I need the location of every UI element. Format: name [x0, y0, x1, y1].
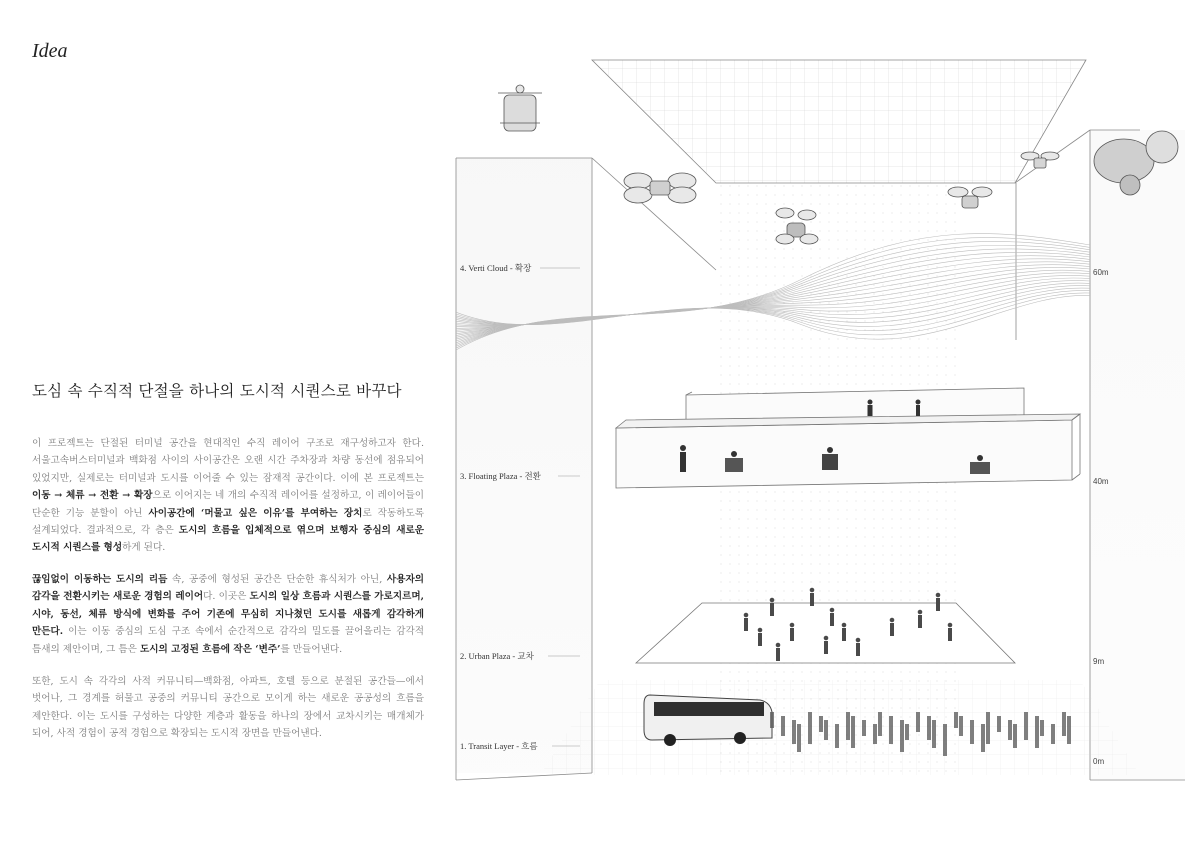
layer-label-2: 2. Urban Plaza - 교차	[460, 651, 534, 661]
height-40m: 40m	[1093, 477, 1109, 486]
body-text: 하게 된다.	[122, 542, 166, 554]
body-text: 속, 공중에 형성된 공간은 단순한 휴식처가 아닌,	[167, 574, 387, 585]
page-title: Idea	[32, 40, 68, 62]
floating-plaza	[616, 388, 1080, 488]
emphasis-text: 도시의 흐름을 입체적으로 엮으며 보행자 중심의 새로운 도시적 시퀀스를 형성	[32, 525, 424, 554]
body-text: 으로 이어지는 네 개의 수직적 레이어를 설정하고, 이 레이어들이 단순한 기능 분할이 아닌	[32, 490, 425, 519]
height-0m: 0m	[1093, 757, 1105, 766]
paragraph-3	[32, 673, 424, 743]
body-text: 또한, 도시 속 각각의 사적 커뮤니티—백화점, 아파트, 호텔 등으로 분절된 공간들—에서 벗어나, 그 경계를 허물고 공중의 커뮤니티 공간으로 모이게 하는 새로운 공공성의 흐름을 제안한다. 이는 도시를 구성하는 다양한 계층과 활동을 하나의 장에서 교차시키는 매개체가 되어, 사적 경험이 공적 경험으로 확장되는 도시적 장면을 만들어낸다.	[32, 676, 424, 740]
emphasis-text: 끊임없이 이동하는 도시의 리듬	[32, 574, 168, 585]
paragraph-2	[32, 571, 424, 658]
layer-label-4: 4. Verti Cloud - 확장	[460, 263, 532, 273]
body-text: 이 프로젝트는 단절된 터미널 공간을 현대적인 수직 레이어 구조로 재구성하고자 한다. 서울고속버스터미널과 백화점 사이의 사이공간은 오랜 시간 주차장과 차량 동선에 점유되어 있었지만, 실제로는 터미널과 도시를 이어줄 수 있는 잠재적 공간이다. 이에 본 프로젝트는	[32, 438, 424, 484]
emphasis-text: 이동 → 체류 → 전환 → 확장	[32, 490, 153, 502]
height-9m: 9m	[1093, 657, 1105, 666]
emphasis-text: 사이공간에 ‘머물고 싶은 이유’를 부여하는 장치	[148, 507, 363, 519]
bus-icon	[644, 695, 772, 746]
body-text: 다. 이곳은	[203, 591, 250, 603]
layer-label-3: 3. Floating Plaza - 전환	[460, 471, 541, 481]
emphasis-text: 도시의 고정된 흐름에 작은 ‘변주’	[139, 643, 281, 655]
emphasis-text: 사용자의 감각을 전환시키는 새로운 경험의 레이어	[32, 574, 424, 603]
layer-label-1: 1. Transit Layer - 흐름	[460, 741, 538, 751]
paragraph-1	[32, 435, 424, 557]
ceiling-grid	[592, 60, 1086, 183]
transit-ground	[540, 680, 1140, 775]
emphasis-text: 도시의 일상 흐름과 시퀀스를 가로지르며, 시야, 동선, 체류 방식에 변화를 주어 기존에 무심히 지나쳤던 도시를 새롭게 감각하게 만든다.	[32, 591, 424, 638]
headline: 도심 속 수직적 단절을 하나의 도시적 시퀀스로 바꾸다	[32, 382, 402, 400]
vertical-layer-diagram	[440, 40, 1200, 840]
body-text: 로 작동하도록 설계되었다. 결과적으로, 각 층은	[32, 507, 425, 537]
height-60m: 60m	[1093, 268, 1109, 277]
body-text: 이는 이동 중심의 도심 구조 속에서 순간적으로 감각의 밀도를 끌어올리는 감각적 틈새의 제안이며, 그 틈은	[32, 626, 424, 655]
body-text: 를 만들어낸다.	[280, 643, 343, 655]
